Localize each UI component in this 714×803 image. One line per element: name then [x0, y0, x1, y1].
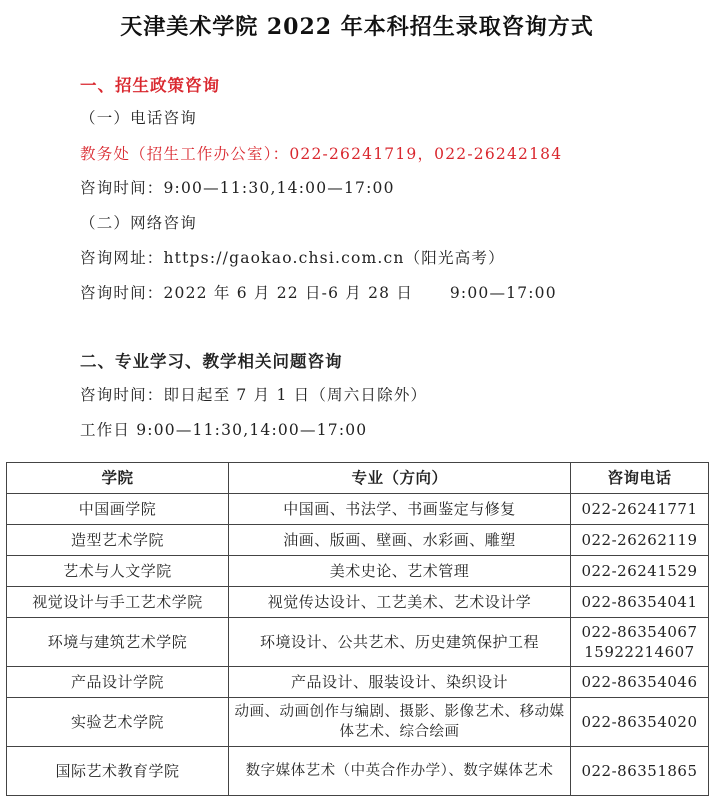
- header-phone: 咨询电话: [571, 463, 709, 494]
- major-cell: 产品设计、服装设计、染织设计: [229, 667, 571, 698]
- college-cell: 国际艺术教育学院: [7, 747, 229, 796]
- web-consult-url: 咨询网址：https://gaokao.chsi.com.cn（阳光高考）: [80, 249, 505, 267]
- college-cell: 环境与建筑艺术学院: [7, 618, 229, 667]
- phone-cell: 022-86354046: [571, 667, 709, 698]
- phone-consult-subheading: （一）电话咨询: [80, 109, 197, 127]
- web-consult-time: 咨询时间：2022 年 6 月 22 日-6 月 28 日 9:00—17:00: [80, 284, 557, 302]
- college-cell: 视觉设计与手工艺术学院: [7, 587, 229, 618]
- academic-office-phone: 教务处（招生工作办公室）：022-26241719，022-26242184: [80, 145, 563, 163]
- page-title: 天津美术学院 2022 年本科招生录取咨询方式: [120, 14, 594, 40]
- phone-cell: 022-26241771: [571, 494, 709, 525]
- phone-cell: 022-86351865: [571, 747, 709, 796]
- phone-cell: [571, 618, 709, 667]
- college-cell: 造型艺术学院: [7, 525, 229, 556]
- table-row: [7, 587, 709, 618]
- table-row: [7, 494, 709, 525]
- section2-workday: 工作日 9:00—11:30,14:00—17:00: [80, 421, 368, 439]
- phone-cell: 022-26241529: [571, 556, 709, 587]
- major-cell: 油画、版画、壁画、水彩画、雕塑: [229, 525, 571, 556]
- major-cell: 视觉传达设计、工艺美术、艺术设计学: [229, 587, 571, 618]
- table-row: [7, 525, 709, 556]
- phone-cell: 022-26262119: [571, 525, 709, 556]
- phone-line-2: 15922214607: [584, 643, 695, 661]
- major-cell: 数字媒体艺术（中英合作办学）、数字媒体艺术: [229, 747, 571, 796]
- phone-line-1: 022-86354067: [581, 623, 698, 641]
- table-row: [7, 747, 709, 796]
- table-row: [7, 667, 709, 698]
- phone-cell: 022-86354020: [571, 698, 709, 747]
- header-major: 专业（方向）: [229, 463, 571, 494]
- header-college: 学院: [7, 463, 229, 494]
- contact-table: [6, 462, 709, 796]
- phone-cell: 022-86354041: [571, 587, 709, 618]
- table-row: [7, 618, 709, 667]
- section1-heading: 一、招生政策咨询: [80, 76, 220, 95]
- section2-heading: 二、专业学习、教学相关问题咨询: [80, 352, 343, 371]
- college-cell: 艺术与人文学院: [7, 556, 229, 587]
- phone-consult-time: 咨询时间：9:00—11:30,14:00—17:00: [80, 179, 395, 197]
- web-consult-subheading: （二）网络咨询: [80, 214, 197, 232]
- table-row: [7, 556, 709, 587]
- college-cell: 中国画学院: [7, 494, 229, 525]
- major-cell: 环境设计、公共艺术、历史建筑保护工程: [229, 618, 571, 667]
- college-cell: 实验艺术学院: [7, 698, 229, 747]
- major-cell: 中国画、书法学、书画鉴定与修复: [229, 494, 571, 525]
- college-cell: 产品设计学院: [7, 667, 229, 698]
- major-cell: 动画、动画创作与编剧、摄影、影像艺术、移动媒体艺术、综合绘画: [229, 698, 571, 747]
- section2-period: 咨询时间：即日起至 7 月 1 日（周六日除外）: [80, 386, 428, 404]
- table-header-row: [7, 463, 709, 494]
- table-row: [7, 698, 709, 747]
- major-cell: 美术史论、艺术管理: [229, 556, 571, 587]
